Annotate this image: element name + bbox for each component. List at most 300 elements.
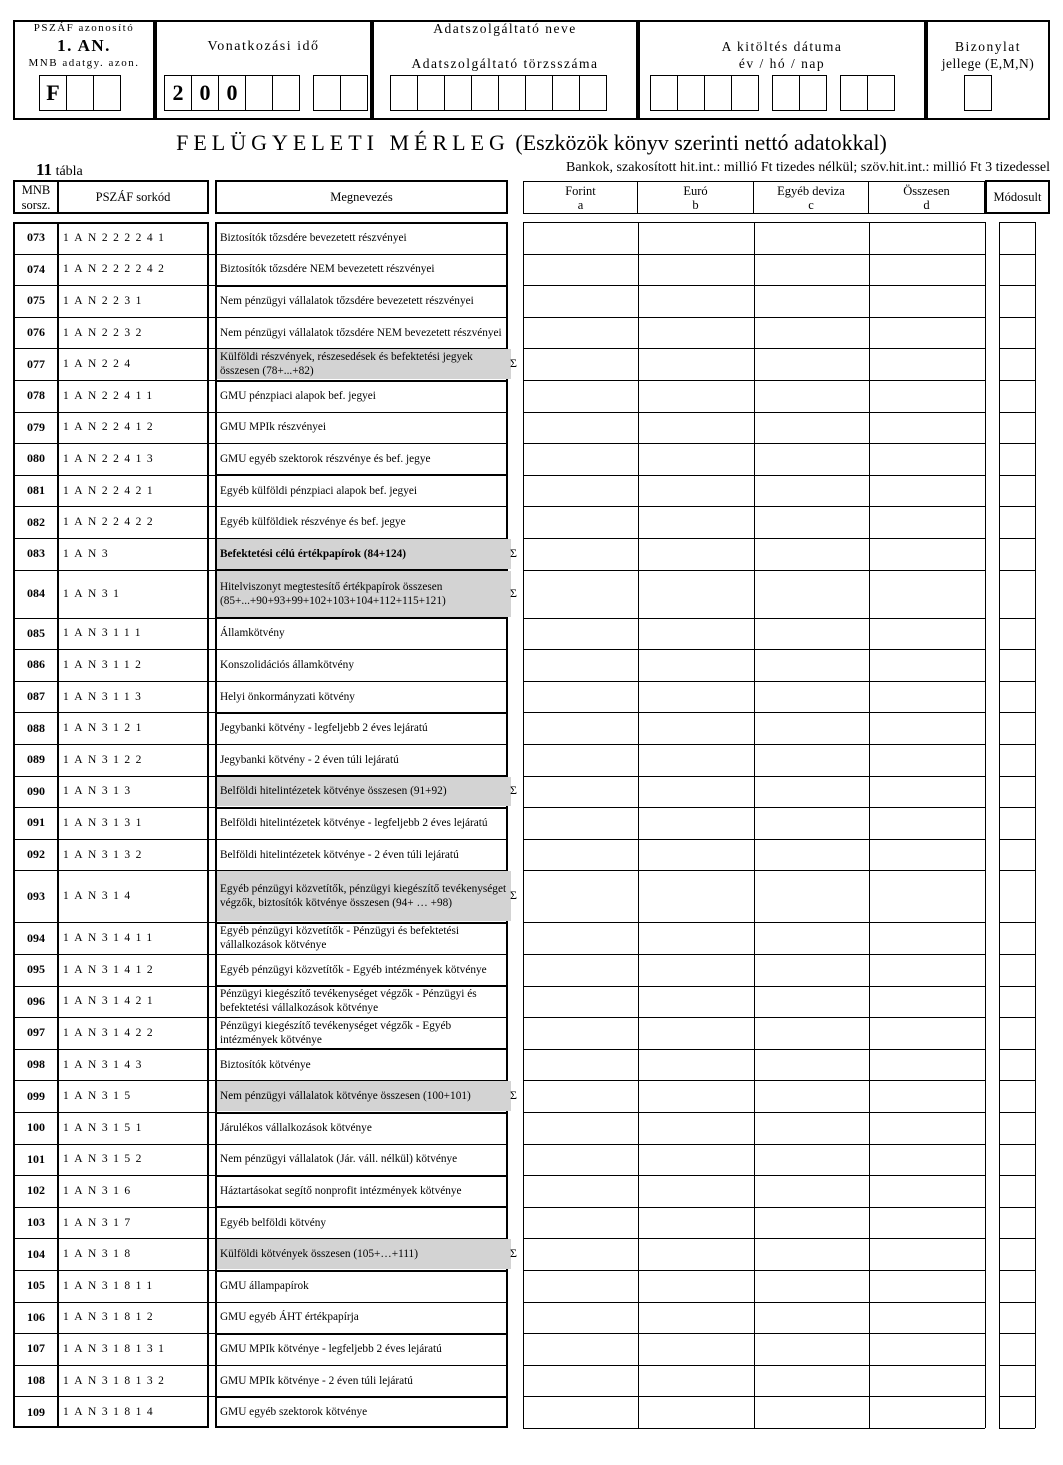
value-cell-other-currency[interactable] [754, 570, 869, 618]
value-cell-other-currency[interactable] [754, 1302, 869, 1334]
value-cell-total[interactable] [869, 1175, 985, 1207]
provider-id-cell[interactable] [444, 75, 472, 111]
value-cell-forint[interactable] [523, 412, 638, 444]
value-cell-euro[interactable] [638, 285, 754, 317]
value-cell-total[interactable] [869, 1112, 985, 1144]
modified-cell[interactable] [999, 1017, 1035, 1049]
provider-id-cell[interactable] [390, 75, 418, 111]
value-cell-other-currency[interactable] [754, 1080, 869, 1112]
value-cell-forint[interactable] [523, 538, 638, 570]
row-number: 109 [27, 1404, 45, 1419]
row-name: GMU egyéb szektorok részvénye és bef. jegye [220, 452, 431, 465]
value-cell-other-currency[interactable] [754, 506, 869, 538]
row-number: 095 [27, 962, 45, 977]
id-cell[interactable] [66, 75, 94, 111]
value-cell-other-currency[interactable] [754, 1112, 869, 1144]
value-cell-other-currency[interactable] [754, 222, 869, 254]
row-number: 099 [27, 1088, 45, 1103]
row-name: Jegybanki kötvény - 2 éven túli lejáratú [220, 753, 399, 766]
value-cell-total[interactable] [869, 1396, 985, 1428]
fill-date-cell[interactable] [867, 75, 895, 111]
value-cell-euro[interactable] [638, 538, 754, 570]
value-cell-other-currency[interactable] [754, 1396, 869, 1428]
value-cell-total[interactable] [869, 618, 985, 650]
value-cell-euro[interactable] [638, 1396, 754, 1428]
value-cell-total[interactable] [869, 317, 985, 349]
row-code: 1AN31811 [63, 1279, 158, 1292]
value-cell-forint[interactable] [523, 712, 638, 744]
value-cell-euro[interactable] [638, 1175, 754, 1207]
value-cell-other-currency[interactable] [754, 807, 869, 839]
row-code: 1AN3143 [63, 1058, 147, 1071]
row-code: 1AN31812 [63, 1311, 159, 1324]
value-cell-forint[interactable] [523, 1333, 638, 1365]
row-name: Biztosítók tőzsdére bevezetett részvényei [220, 231, 407, 244]
modified-cell[interactable] [999, 954, 1035, 986]
row-code: 1AN315 [63, 1090, 136, 1103]
value-cell-forint[interactable] [523, 681, 638, 713]
value-cell-other-currency[interactable] [754, 1207, 869, 1239]
modified-cell[interactable] [999, 506, 1035, 538]
value-cell-other-currency[interactable] [754, 443, 869, 475]
value-cell-total[interactable] [869, 380, 985, 412]
row-code: 1AN222242 [63, 263, 170, 276]
row-code: 1AN314 [63, 890, 136, 903]
row-code: 1AN22421 [63, 484, 159, 497]
row-code: 1AN3131 [63, 816, 147, 829]
value-cell-euro[interactable] [638, 986, 754, 1018]
row-name: Nem pénzügyi vállalatok (Jár. váll. nélkül) kötvénye [220, 1153, 458, 1166]
value-cell-forint[interactable] [523, 317, 638, 349]
table-column-line [985, 222, 986, 1428]
provider-name-label: Adatszolgáltató neve [433, 21, 577, 36]
fill-date-cell[interactable] [772, 75, 800, 111]
value-cell-other-currency[interactable] [754, 538, 869, 570]
row-number: 101 [27, 1151, 45, 1166]
value-cell-total[interactable] [869, 986, 985, 1018]
value-cell-other-currency[interactable] [754, 870, 869, 922]
value-cell-total[interactable] [869, 1270, 985, 1302]
fill-date-cell[interactable] [650, 75, 678, 111]
value-cell-total[interactable] [869, 922, 985, 954]
value-cell-euro[interactable] [638, 649, 754, 681]
row-number: 091 [27, 815, 45, 830]
value-cell-forint[interactable] [523, 1238, 638, 1270]
doc-type-sub: jellege (E,M,N) [941, 56, 1035, 71]
modified-cell[interactable] [999, 254, 1035, 286]
period-cell[interactable] [272, 75, 300, 111]
value-cell-total[interactable] [869, 870, 985, 922]
modified-cell[interactable] [999, 1238, 1035, 1270]
value-cell-other-currency[interactable] [754, 1333, 869, 1365]
row-number: 087 [27, 689, 45, 704]
period-cell[interactable]: 0 [218, 75, 246, 111]
value-cell-euro[interactable] [638, 712, 754, 744]
modified-cell[interactable] [999, 570, 1035, 618]
value-cell-forint[interactable] [523, 776, 638, 808]
modified-cell[interactable] [999, 1270, 1035, 1302]
row-name: Biztosítók tőzsdére NEM bevezetett részvényei [220, 263, 435, 276]
modified-cell[interactable] [999, 1049, 1035, 1081]
value-cell-euro[interactable] [638, 475, 754, 507]
col-header-value-letter: a [577, 198, 584, 212]
value-cell-forint[interactable] [523, 254, 638, 286]
value-cell-forint[interactable] [523, 285, 638, 317]
value-cell-total[interactable] [869, 570, 985, 618]
value-cell-forint[interactable] [523, 1270, 638, 1302]
provider-id-cells[interactable] [390, 75, 606, 111]
modified-cell[interactable] [999, 922, 1035, 954]
value-cell-forint[interactable] [523, 649, 638, 681]
value-cell-total[interactable] [869, 475, 985, 507]
value-cell-euro[interactable] [638, 412, 754, 444]
value-cell-other-currency[interactable] [754, 348, 869, 380]
row-name: Háztartásokat segítő nonprofit intézmények kötvénye [220, 1184, 462, 1197]
value-cell-euro[interactable] [638, 618, 754, 650]
value-cell-forint[interactable] [523, 380, 638, 412]
table-word: tábla [55, 164, 83, 179]
value-cell-euro[interactable] [638, 1144, 754, 1176]
modified-cell[interactable] [999, 1302, 1035, 1334]
value-cell-euro[interactable] [638, 1238, 754, 1270]
value-cell-other-currency[interactable] [754, 839, 869, 871]
value-cell-other-currency[interactable] [754, 681, 869, 713]
modified-cell[interactable] [999, 649, 1035, 681]
row-name: Egyéb pénzügyi közvetítők - Egyéb intézmények kötvénye [220, 963, 487, 976]
value-cell-forint[interactable] [523, 839, 638, 871]
row-number: 079 [27, 419, 45, 434]
value-cell-forint[interactable] [523, 954, 638, 986]
value-cell-forint[interactable] [523, 1207, 638, 1239]
row-code: 1AN3121 [63, 722, 147, 735]
period-cells[interactable] [164, 75, 367, 111]
value-cell-forint[interactable] [523, 986, 638, 1018]
value-cell-forint[interactable] [523, 1112, 638, 1144]
value-cell-euro[interactable] [638, 1333, 754, 1365]
value-cell-euro[interactable] [638, 744, 754, 776]
col-header-value [638, 181, 754, 214]
row-number: 100 [27, 1120, 45, 1135]
value-cell-other-currency[interactable] [754, 1144, 869, 1176]
value-cell-total[interactable] [869, 1207, 985, 1239]
row-number: 107 [27, 1341, 45, 1356]
modified-cell[interactable] [999, 839, 1035, 871]
value-cell-other-currency[interactable] [754, 776, 869, 808]
id-cell[interactable]: F [39, 75, 67, 111]
value-cell-other-currency[interactable] [754, 1017, 869, 1049]
col-header-modified [985, 180, 1050, 214]
provider-id-cell[interactable] [552, 75, 580, 111]
value-cell-total[interactable] [869, 412, 985, 444]
value-cell-euro[interactable] [638, 870, 754, 922]
fill-date-cell[interactable] [840, 75, 868, 111]
modified-cell[interactable] [999, 618, 1035, 650]
modified-cell[interactable] [999, 285, 1035, 317]
value-cell-other-currency[interactable] [754, 649, 869, 681]
modified-cell[interactable] [999, 222, 1035, 254]
modified-cell[interactable] [999, 712, 1035, 744]
value-cell-forint[interactable] [523, 922, 638, 954]
col-header-value-label: Egyéb deviza [777, 184, 845, 198]
value-cell-total[interactable] [869, 348, 985, 380]
value-cell-total[interactable] [869, 1238, 985, 1270]
modified-cell[interactable] [999, 443, 1035, 475]
row-code: 1AN2232 [63, 326, 147, 339]
row-name: GMU egyéb szektorok kötvénye [220, 1406, 368, 1419]
value-cell-other-currency[interactable] [754, 285, 869, 317]
modified-cell[interactable] [999, 475, 1035, 507]
value-cell-forint[interactable] [523, 618, 638, 650]
id-cells[interactable] [39, 75, 120, 111]
value-cell-euro[interactable] [638, 681, 754, 713]
value-cell-euro[interactable] [638, 570, 754, 618]
fill-date-cell[interactable] [677, 75, 705, 111]
value-cell-total[interactable] [869, 712, 985, 744]
row-code: 1AN3111 [63, 627, 147, 640]
row-number: 078 [27, 388, 45, 403]
value-cell-euro[interactable] [638, 954, 754, 986]
value-cell-total[interactable] [869, 1144, 985, 1176]
value-cell-forint[interactable] [523, 807, 638, 839]
value-cell-other-currency[interactable] [754, 954, 869, 986]
row-number: 097 [27, 1025, 45, 1040]
value-cell-other-currency[interactable] [754, 412, 869, 444]
value-cell-other-currency[interactable] [754, 1175, 869, 1207]
value-cell-other-currency[interactable] [754, 986, 869, 1018]
value-cell-forint[interactable] [523, 1144, 638, 1176]
value-cell-forint[interactable] [523, 1049, 638, 1081]
col-header-value-label: Összesen [903, 184, 950, 198]
col-header-modified-text: Módosult [993, 190, 1042, 204]
row-code: 1AN31422 [63, 1026, 159, 1039]
row-name: Egyéb belföldi kötvény [220, 1216, 327, 1229]
col-header-value-letter: c [808, 198, 814, 212]
value-cell-euro[interactable] [638, 1112, 754, 1144]
table-column-line [1035, 222, 1036, 1428]
fill-date-cells[interactable] [650, 75, 894, 111]
value-cell-euro[interactable] [638, 807, 754, 839]
provider-id-cell[interactable] [579, 75, 607, 111]
value-cell-euro[interactable] [638, 1302, 754, 1334]
value-cell-forint[interactable] [523, 1175, 638, 1207]
modified-cell[interactable] [999, 986, 1035, 1018]
value-cell-total[interactable] [869, 254, 985, 286]
doc-type-cell[interactable] [964, 75, 992, 111]
modified-cell[interactable] [999, 1333, 1035, 1365]
value-cell-euro[interactable] [638, 1049, 754, 1081]
value-cell-other-currency[interactable] [754, 254, 869, 286]
value-cell-forint[interactable] [523, 1365, 638, 1397]
provider-id-cell[interactable] [417, 75, 445, 111]
row-code: 1AN222241 [63, 231, 170, 244]
value-cell-euro[interactable] [638, 254, 754, 286]
period-cell[interactable]: 0 [191, 75, 219, 111]
value-cell-other-currency[interactable] [754, 1365, 869, 1397]
value-cell-forint[interactable] [523, 443, 638, 475]
mnb-label: MNB adatgy. azon. [28, 57, 140, 69]
col-header-value-label: Forint [565, 184, 596, 198]
row-number: 093 [27, 888, 45, 903]
row-name: GMU MPIk kötvénye - 2 éven túli lejáratú [220, 1374, 413, 1387]
modified-cell[interactable] [999, 1396, 1035, 1428]
title-paren: (Eszközök könyv szerinti nettó adatokkal) [515, 130, 887, 155]
modified-cell[interactable] [999, 1144, 1035, 1176]
row-name: Egyéb külföldi pénzpiaci alapok bef. jegyei [220, 484, 417, 497]
value-cell-forint[interactable] [523, 1080, 638, 1112]
modified-cell[interactable] [999, 1080, 1035, 1112]
value-cell-total[interactable] [869, 443, 985, 475]
value-cell-forint[interactable] [523, 475, 638, 507]
modified-cell[interactable] [999, 807, 1035, 839]
value-cell-other-currency[interactable] [754, 1238, 869, 1270]
row-name: Belföldi hitelintézetek kötvénye - 2 éven túli lejáratú [220, 848, 459, 861]
row-name: GMU MPIk kötvénye - legfeljebb 2 éves lejáratú [220, 1342, 442, 1355]
value-cell-other-currency[interactable] [754, 744, 869, 776]
value-cell-forint[interactable] [523, 570, 638, 618]
modified-cell[interactable] [999, 870, 1035, 922]
value-cell-euro[interactable] [638, 1017, 754, 1049]
modified-cell[interactable] [999, 538, 1035, 570]
value-cell-euro[interactable] [638, 317, 754, 349]
value-cell-forint[interactable] [523, 1396, 638, 1428]
fill-date-cell[interactable] [704, 75, 732, 111]
row-code: 1AN3122 [63, 753, 147, 766]
value-cell-forint[interactable] [523, 870, 638, 922]
value-cell-total[interactable] [869, 506, 985, 538]
col-header-code [57, 180, 209, 214]
provider-id-cell[interactable] [498, 75, 526, 111]
value-cell-total[interactable] [869, 222, 985, 254]
modified-cell[interactable] [999, 1207, 1035, 1239]
value-cell-total[interactable] [869, 285, 985, 317]
value-cell-total[interactable] [869, 649, 985, 681]
value-cell-forint[interactable] [523, 222, 638, 254]
value-cell-total[interactable] [869, 839, 985, 871]
modified-cell[interactable] [999, 681, 1035, 713]
value-cell-euro[interactable] [638, 1270, 754, 1302]
value-cell-euro[interactable] [638, 506, 754, 538]
value-cell-total[interactable] [869, 1302, 985, 1334]
row-name: Belföldi hitelintézetek kötvénye összesen (91+92) [217, 777, 511, 807]
value-cell-euro[interactable] [638, 380, 754, 412]
value-cell-forint[interactable] [523, 1017, 638, 1049]
provider-id-cell[interactable] [471, 75, 499, 111]
value-cell-forint[interactable] [523, 1302, 638, 1334]
value-cell-other-currency[interactable] [754, 1270, 869, 1302]
value-cell-euro[interactable] [638, 1207, 754, 1239]
col-header-value-letter: d [923, 198, 930, 212]
row-number: 086 [27, 657, 45, 672]
value-cell-total[interactable] [869, 1049, 985, 1081]
value-cell-total[interactable] [869, 1365, 985, 1397]
value-cell-euro[interactable] [638, 839, 754, 871]
value-cell-forint[interactable] [523, 506, 638, 538]
row-name: Jegybanki kötvény - legfeljebb 2 éves lejáratú [220, 722, 428, 735]
col-header-value [754, 181, 869, 214]
value-cell-total[interactable] [869, 776, 985, 808]
row-number: 098 [27, 1057, 45, 1072]
row-code: 1AN31412 [63, 963, 159, 976]
modified-cell[interactable] [999, 744, 1035, 776]
period-cell[interactable] [313, 75, 341, 111]
fill-date-cell[interactable] [731, 75, 759, 111]
value-cell-euro[interactable] [638, 1365, 754, 1397]
value-cell-euro[interactable] [638, 922, 754, 954]
value-cell-other-currency[interactable] [754, 475, 869, 507]
value-cell-forint[interactable] [523, 744, 638, 776]
value-cell-euro[interactable] [638, 348, 754, 380]
value-cell-total[interactable] [869, 1080, 985, 1112]
modified-cell[interactable] [999, 1175, 1035, 1207]
period-cell[interactable] [340, 75, 368, 111]
modified-cell[interactable] [999, 1365, 1035, 1397]
fill-date-format: év / hó / nap [738, 56, 826, 71]
row-number: 103 [27, 1215, 45, 1230]
value-cell-total[interactable] [869, 954, 985, 986]
row-number: 075 [27, 293, 45, 308]
col-header-mnb [13, 180, 59, 214]
id-cell[interactable] [93, 75, 121, 111]
pszaf-label: PSZÁF azonosító [33, 22, 135, 34]
modified-cell[interactable] [999, 1112, 1035, 1144]
period-cell[interactable]: 2 [164, 75, 192, 111]
value-cell-total[interactable] [869, 681, 985, 713]
col-header-value-letter: b [692, 198, 699, 212]
modified-cell[interactable] [999, 380, 1035, 412]
row-name: Egyéb külföldiek részvénye és bef. jegye [220, 516, 406, 529]
value-cell-forint[interactable] [523, 348, 638, 380]
value-cell-other-currency[interactable] [754, 712, 869, 744]
row-number: 106 [27, 1309, 45, 1324]
row-number: 094 [27, 930, 45, 945]
provider-id-cell[interactable] [525, 75, 553, 111]
row-number: 092 [27, 847, 45, 862]
row-number: 104 [27, 1246, 45, 1261]
value-cell-other-currency[interactable] [754, 618, 869, 650]
row-number: 089 [27, 752, 45, 767]
period-cell[interactable] [245, 75, 273, 111]
value-cell-other-currency[interactable] [754, 380, 869, 412]
value-cell-total[interactable] [869, 807, 985, 839]
row-number: 084 [27, 586, 45, 601]
value-cell-total[interactable] [869, 1017, 985, 1049]
row-name: Járulékos vállalkozások kötvénye [220, 1121, 372, 1134]
fill-date-label: A kitöltés dátuma [721, 39, 843, 54]
value-cell-euro[interactable] [638, 1080, 754, 1112]
modified-cell[interactable] [999, 317, 1035, 349]
value-cell-total[interactable] [869, 1333, 985, 1365]
row-number: 082 [27, 514, 45, 529]
row-code: 1AN31421 [63, 995, 159, 1008]
modified-cell[interactable] [999, 412, 1035, 444]
doc-type-cells[interactable] [964, 75, 991, 111]
value-cell-euro[interactable] [638, 443, 754, 475]
value-cell-euro[interactable] [638, 776, 754, 808]
value-cell-total[interactable] [869, 538, 985, 570]
value-cell-total[interactable] [869, 744, 985, 776]
value-cell-other-currency[interactable] [754, 1049, 869, 1081]
modified-cell[interactable] [999, 348, 1035, 380]
row-code: 1AN22422 [63, 516, 159, 529]
value-cell-euro[interactable] [638, 222, 754, 254]
doc-type-label: Bizonylat [955, 39, 1021, 54]
modified-cell[interactable] [999, 776, 1035, 808]
fill-date-cell[interactable] [799, 75, 827, 111]
row-code: 1AN22412 [63, 421, 159, 434]
value-cell-other-currency[interactable] [754, 922, 869, 954]
row-code: 1AN3132 [63, 848, 147, 861]
value-cell-other-currency[interactable] [754, 317, 869, 349]
